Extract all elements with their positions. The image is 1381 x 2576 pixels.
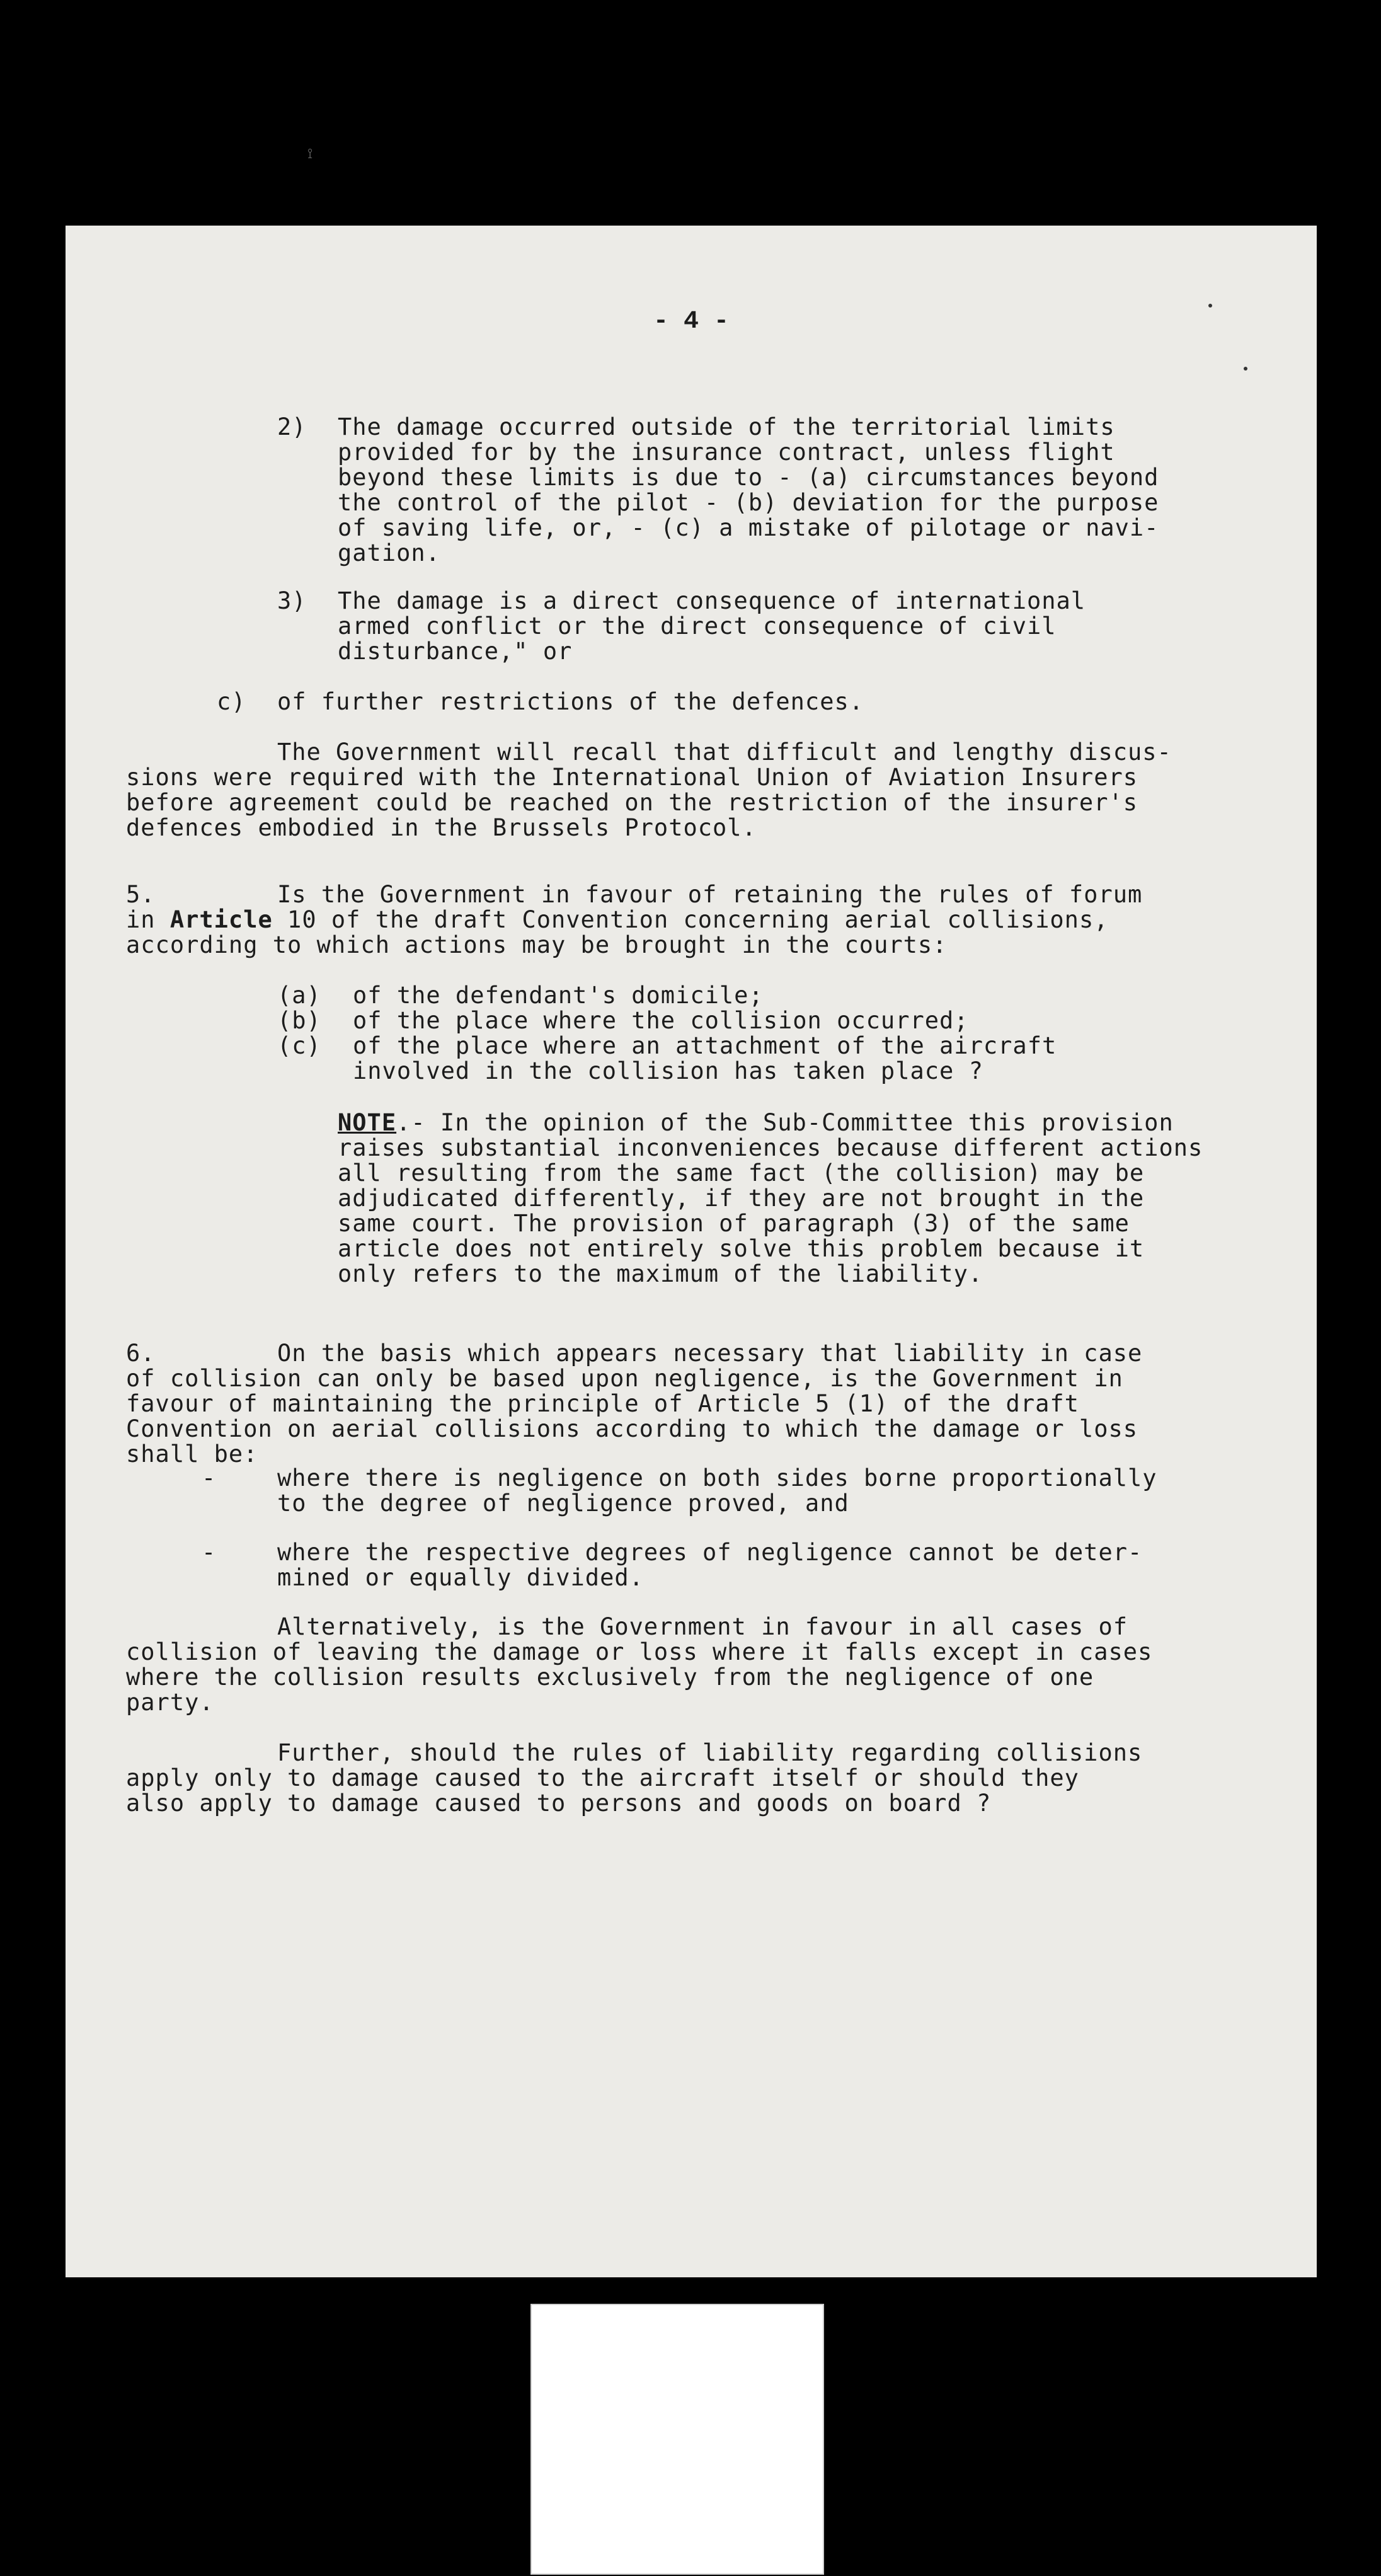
question-5-number: 5.	[126, 881, 156, 908]
dash-2-label: -	[202, 1539, 217, 1566]
item-c-label: c)	[217, 688, 246, 715]
question-5-c-label: (c)	[277, 1032, 321, 1059]
question-5-c-text: of the place where an attachment of the aircraft involved in the collision has taken place ?	[353, 1032, 1057, 1084]
question-5-first-line: Is the Government in favour of retaining the rules of forum	[277, 881, 1143, 908]
item-2-label: 2)	[277, 413, 307, 440]
item-c-text: of further restrictions of the defences.	[277, 688, 864, 715]
blank-stub-card	[530, 2304, 824, 2575]
speck	[1208, 304, 1212, 308]
item-2-text: The damage occurred outside of the territorial limits provided for by the insurance contract, unless flight beyond these limits is due to - (a) circumstances beyond the control of the pilot - (b) deviation for the purpose of saving life, or, - (c) a mistake of pilotage or navi- gation.	[338, 413, 1159, 566]
alternatively-paragraph: Alternatively, is the Government in favour in all cases of collision of leaving the damage or loss where it falls except in cases where the collision results exclusively from the negligence of one party.	[126, 1613, 1153, 1716]
question-6-text: of collision can only be based upon negligence, is the Government in favour of maintaining the principle of Article 5 (1) of the draft Convention on aerial collisions according to which the damage or loss shall be:	[126, 1365, 1138, 1468]
government-recall-paragraph: The Government will recall that difficult and lengthy discus- sions were required with the International Union of Aviation Insurers before agreement could be reached on the restriction of the insurer's defences embodied in the Brussels Protocol.	[126, 739, 1172, 841]
question-5-a-text: of the defendant's domicile;	[353, 982, 764, 1009]
note-paragraph: NOTE.- In the opinion of the Sub-Committee this provision raises substantial inconveniences because different actions all resulting from the same fact (the collision) may be adjudicated differently, if they are not brought in the same court. The provision of paragraph (3) of the same article does not entirely solve this problem because it only refers to the maximum of the liability.	[338, 1109, 1203, 1287]
question-5-b-text: of the place where the collision occurred;	[353, 1007, 969, 1034]
item-3-text: The damage is a direct consequence of international armed conflict or the direct consequence of civil disturbance," or	[338, 587, 1086, 665]
dash-2-text: where the respective degrees of negligence cannot be deter- mined or equally divided.	[277, 1539, 1143, 1591]
scan-mark: ⟟	[307, 146, 313, 162]
further-paragraph: Further, should the rules of liability regarding collisions apply only to damage caused to the aircraft itself or should they also apply to damage caused to persons and goods on board ?	[126, 1739, 1143, 1817]
item-3-label: 3)	[277, 587, 307, 614]
question-5-text: in Article 10 of the draft Convention concerning aerial collisions, according to which actions may be brought in the courts:	[126, 906, 1109, 958]
question-5-a-label: (a)	[277, 982, 321, 1009]
dash-1-text: where there is negligence on both sides borne proportionally to the degree of negligence proved, and	[277, 1464, 1157, 1517]
document-page	[66, 226, 1317, 2277]
speck	[1244, 367, 1247, 371]
dash-1-label: -	[202, 1464, 217, 1492]
question-5-b-label: (b)	[277, 1007, 321, 1034]
question-6-first-line: On the basis which appears necessary that liability in case	[277, 1340, 1143, 1367]
question-6-number: 6.	[126, 1340, 156, 1367]
page-number: - 4 -	[653, 308, 730, 336]
note-label: NOTE	[338, 1109, 397, 1136]
